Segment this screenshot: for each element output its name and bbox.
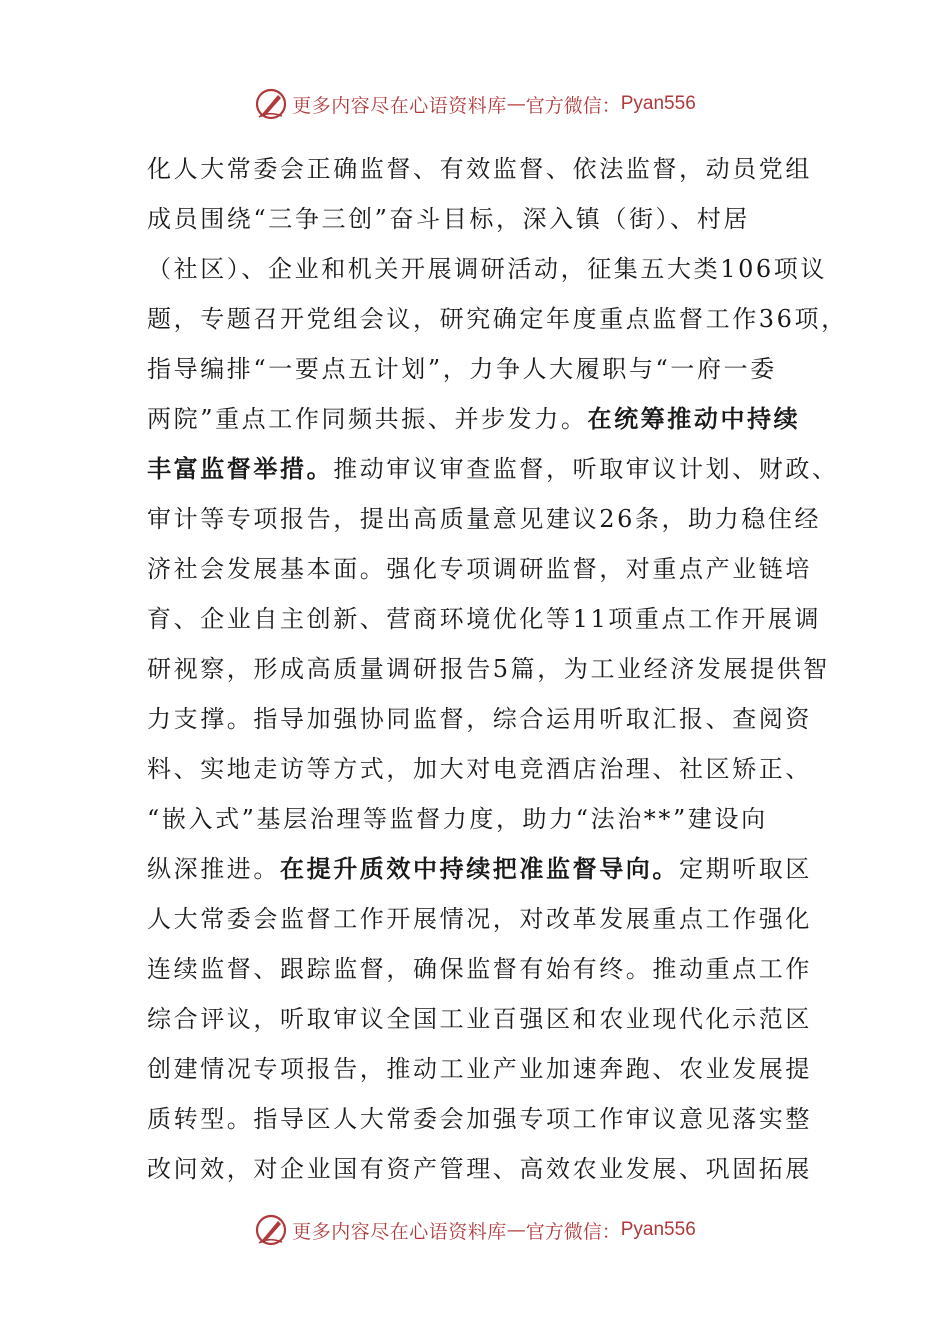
body-text-segment: 料、实地走访等方式，加大对电竞酒店治理、社区矫正、 [147, 755, 812, 783]
text-line [147, 994, 827, 1044]
banner-wechat-label: 官方微信： [525, 94, 621, 117]
body-text-segment: 推动审议审查监督，听取审议计划、财政、 [333, 455, 839, 483]
text-line [147, 294, 848, 344]
pen-logo-icon [254, 87, 288, 121]
text-line [147, 944, 827, 994]
bold-heading-text: 在提升质效中持续把准监督导向。 [280, 854, 679, 883]
body-text-segment: 两院”重点工作同频共振、并步发力。 [147, 405, 588, 433]
text-line [147, 1044, 827, 1094]
body-text-segment: 育、企业自主创新、营商环境优化等11项重点工作开展调 [147, 605, 822, 633]
banner-separator: — [506, 1219, 526, 1241]
body-text-segment: 综合评议，听取审议全国工业百强区和农业现代化示范区 [147, 1005, 812, 1033]
banner-wechat-id: Pyan556 [620, 1219, 696, 1240]
body-text-segment: （社区）、企业和机关开展调研活动，征集五大类106项议 [147, 255, 828, 283]
bold-heading-text: 在统筹推动中持续 [587, 404, 801, 433]
text-line [147, 894, 827, 944]
text-line [147, 244, 827, 294]
bold-heading-text: 丰富监督举措。 [147, 454, 334, 483]
body-text-segment: 质转型。指导区人大常委会加强专项工作审议意见落实整 [147, 1105, 812, 1133]
banner-wechat-label: 官方微信： [525, 1220, 621, 1243]
text-line [147, 344, 827, 394]
banner-wechat-id: Pyan556 [620, 93, 696, 114]
banner-text: 更多内容尽在心语资料库 [292, 1220, 507, 1243]
text-line [147, 794, 827, 844]
text-line [147, 194, 827, 244]
body-text-segment: 定期听取区 [679, 855, 812, 883]
body-text-segment: 化人大常委会正确监督、有效监督、依法监督，动员党组 [147, 155, 812, 183]
text-line [147, 1094, 827, 1144]
text-line [147, 394, 827, 444]
body-text-segment: 济社会发展基本面。强化专项调研监督，对重点产业链培 [147, 555, 812, 583]
text-line [147, 494, 827, 544]
banner-separator: — [506, 93, 526, 115]
body-text-segment: 连续监督、跟踪监督，确保监督有始有终。推动重点工作 [147, 955, 812, 983]
text-line [147, 694, 827, 744]
body-text [147, 144, 848, 1194]
body-text-segment: 题，专题召开党组会议，研究确定年度重点监督工作36项， [147, 305, 848, 333]
body-text-segment: 人大常委会监督工作开展情况，对改革发展重点工作强化 [147, 905, 812, 933]
body-text-segment: 成员围绕“三争三创”奋斗目标，深入镇（街）、村居 [147, 205, 750, 233]
footer-watermark [0, 1210, 950, 1250]
body-text-segment: 创建情况专项报告，推动工业产业加速奔跑、农业发展提 [147, 1055, 812, 1083]
text-line [147, 644, 830, 694]
body-text-segment: 研视察，形成高质量调研报告5篇，为工业经济发展提供智 [147, 655, 830, 683]
body-text-segment: “嵌入式”基层治理等监督力度，助力“法治**”建设向 [147, 805, 768, 833]
text-line [147, 594, 827, 644]
header-watermark [0, 84, 950, 124]
body-text-segment: 改问效，对企业国有资产管理、高效农业发展、巩固拓展 [147, 1155, 812, 1183]
text-line [147, 444, 839, 494]
text-line [147, 1144, 827, 1194]
text-line [147, 544, 827, 594]
body-text-segment: 力支撑。指导加强协同监督，综合运用听取汇报、查阅资 [147, 705, 812, 733]
text-line [147, 744, 827, 794]
body-text-segment: 审计等专项报告，提出高质量意见建议26条，助力稳住经 [147, 505, 822, 533]
body-text-segment: 指导编排“一要点五计划”，力争人大履职与“一府一委 [147, 355, 777, 383]
text-line [147, 144, 827, 194]
text-line [147, 844, 827, 894]
body-text-segment: 纵深推进。 [147, 855, 280, 883]
banner-text: 更多内容尽在心语资料库 [292, 94, 507, 117]
pen-logo-icon [254, 1213, 288, 1247]
